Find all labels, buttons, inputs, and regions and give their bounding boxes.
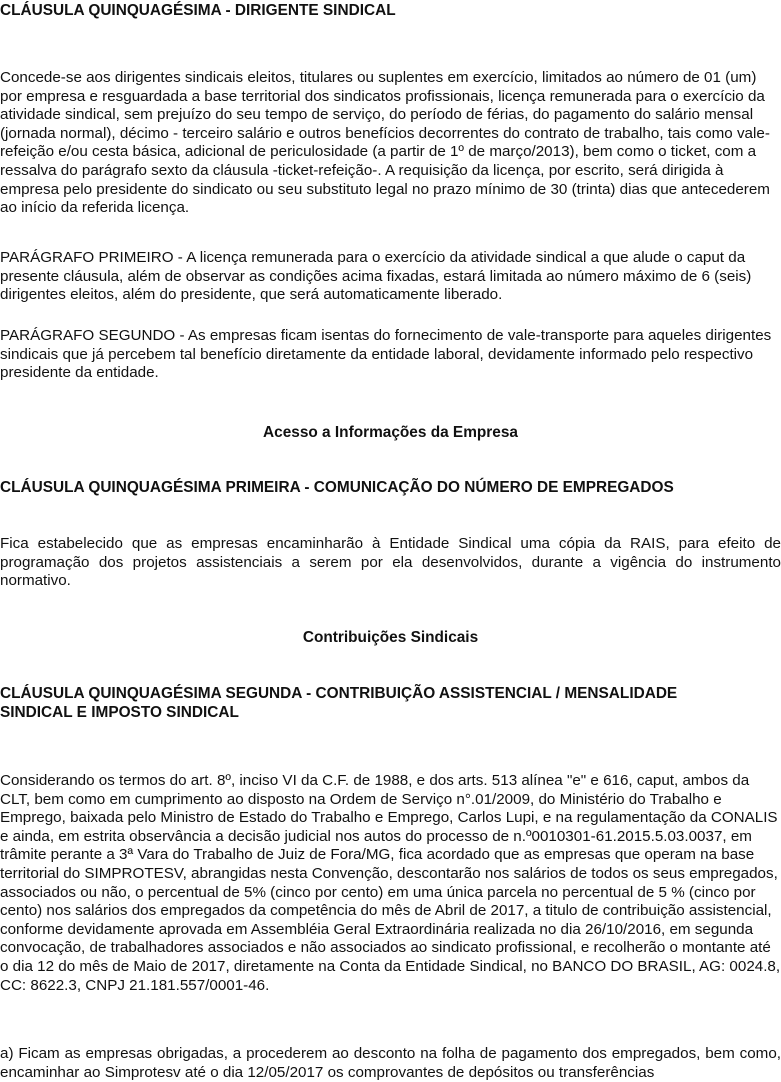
- clause-50-paragraph-first: PARÁGRAFO PRIMEIRO - A licença remunerada para o exercício da atividade sindical a que alude o caput da presente cláusula, além de observar as condições acima fixadas, estará limitada ao número máximo de 6 (seis) dirigentes eleitos, além do presidente, que será automaticamente liberado.: [0, 249, 752, 304]
- clause-50-body: Concede-se aos dirigentes sindicais eleitos, titulares ou suplentes em exercício, limitados ao número de 01 (um) por empresa e resguardada a base territorial dos sindicatos profissionais, licença remunerada para o exercício da atividade sindical, sem prejuízo do seu tempo de serviço, do período de férias, do pagamento do salário mensal (jornada normal), décimo - terceiro salário e outros benefícios decorrentes do contrato de trabalho, tais como vale-refeição e/ou cesta básica, adicional de periculosidade (a partir de 1º de março/2013), bem como o ticket, com a ressalva do parágrafo sexto da cláusula -ticket-refeição-. A requisição da licença, por escrito, será dirigida à empresa pelo presidente do sindicato ou seu substituto legal no prazo mínimo de 30 (trinta) dias que antecederem ao início da referida licença.: [0, 69, 770, 217]
- clause-51-body: Fica estabelecido que as empresas encaminharão à Entidade Sindical uma cópia da RAIS, para efeito de programação dos projetos assistenciais a serem por ela desenvolvidos, durante a vigência do instrumento normativo.: [0, 535, 781, 590]
- clause-51-title: CLÁUSULA QUINQUAGÉSIMA PRIMEIRA - COMUNICAÇÃO DO NÚMERO DE EMPREGADOS: [0, 479, 674, 496]
- clause-52-item-a: a) Ficam as empresas obrigadas, a procederem ao desconto na folha de pagamento dos empregados, bem como, encaminhar ao Simprotesv até o dia 12/05/2017 os comprovantes de depósitos ou transferências: [0, 1045, 781, 1081]
- clause-52-title-line1: CLÁUSULA QUINQUAGÉSIMA SEGUNDA - CONTRIBUIÇÃO ASSISTENCIAL / MENSALIDADE: [0, 685, 678, 702]
- clause-52-body: Considerando os termos do art. 8º, inciso VI da C.F. de 1988, e dos arts. 513 alínea "e" e 616, caput, ambos da CLT, bem como em cumprimento ao disposto na Ordem de Serviço n°.01/2009, do Ministério do Trabalho e Emprego, baixada pelo Ministro de Estado do Trabalho e Emprego, Carlos Lupi, e na regulamentação da CONALIS e ainda, em estrita observância a decisão judicial nos autos do processo de n.º0010301-61.2015.5.03.0037, em trâmite perante a 3ª Vara do Trabalho de Juiz de Fora/MG, fica acordado que as empresas que operam na base territorial do SIMPROTESV, abrangidas nesta Convenção, descontarão nos salários de todos os seus empregados, associados ou não, o percentual de 5% (cinco por cento) em uma única parcela no percentual de 5 % (cinco por cento) nos salários dos empregados da competência do mês de Abril de 2017, a titulo de contribuição assistencial, conforme devidamente aprovada em Assembléia Geral Extraordinária realizada no dia 26/10/2016, em segunda convocação, de trabalhadores associados e não associados ao sindicato profissional, e recolherão o montante até o dia 12 do mês de Maio de 2017, diretamente na Conta da Entidade Sindical, no BANCO DO BRASIL, AG: 0024.8, CC: 8622.3, CNPJ 21.181.557/0001-46.: [0, 772, 781, 994]
- clause-50-paragraph-second: PARÁGRAFO SEGUNDO - As empresas ficam isentas do fornecimento de vale-transporte para aqueles dirigentes sindicais que já percebem tal benefício diretamente da entidade laboral, devidamente informado pelo respectivo presidente da entidade.: [0, 327, 772, 382]
- section-heading-access: Acesso a Informações da Empresa: [263, 424, 518, 441]
- clause-50-title: CLÁUSULA QUINQUAGÉSIMA - DIRIGENTE SINDICAL: [0, 2, 396, 19]
- section-heading-contributions: Contribuições Sindicais: [302, 629, 479, 646]
- clause-52-title-line2: SINDICAL E IMPOSTO SINDICAL: [0, 704, 239, 721]
